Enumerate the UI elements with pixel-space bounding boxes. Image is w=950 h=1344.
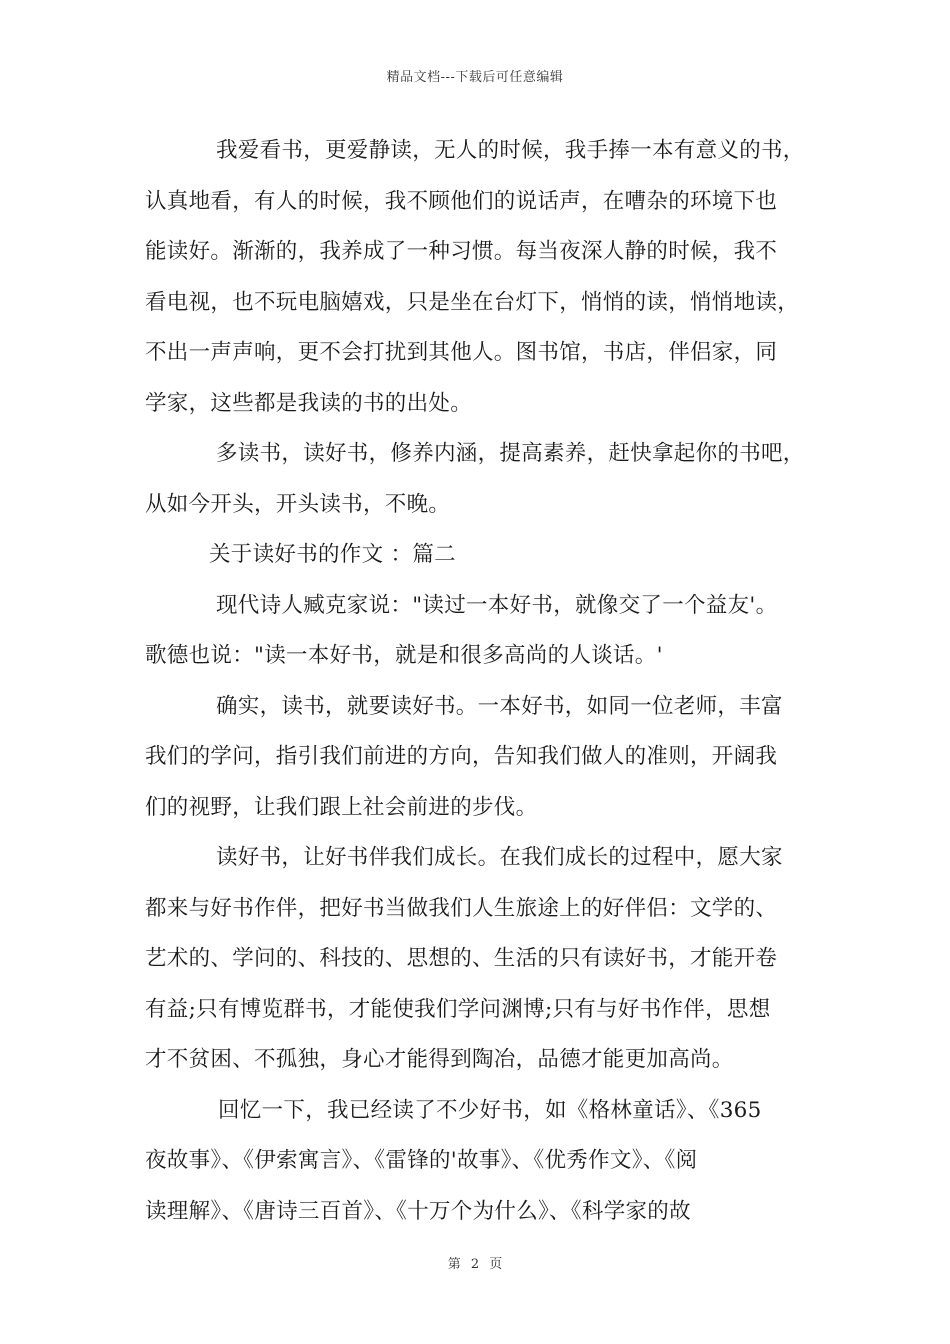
- text-line: 都来与好书作伴，把好书当做我们人生旅途上的好伴侣：文学的、: [145, 895, 778, 921]
- text-line: 读理解》、《唐诗三百首》、《十万个为什么》、《科学家的故: [145, 1198, 691, 1224]
- text-line: 学家，这些都是我读的书的出处。: [145, 390, 473, 416]
- text-line: 回忆一下，我已经读了不少好书，如《格林童话》、《365: [218, 1097, 762, 1123]
- page-footer: [0, 1253, 950, 1272]
- text-line: 能读好。渐渐的，我养成了一种习惯。每当夜深人静的时候，我不: [145, 239, 778, 264]
- text-line: 确实，读书，就要读好书。一本好书，如同一位老师，丰富: [216, 693, 783, 719]
- section-title: 关于读好书的作文 ：篇二: [209, 542, 456, 567]
- page-label-prefix: 第: [447, 1257, 461, 1272]
- text-line: 有益;只有博览群书，才能使我们学问渊博;只有与好书作伴，思想: [145, 996, 771, 1022]
- text-line: 们的视野，让我们跟上社会前进的步伐。: [145, 794, 538, 820]
- text-line: 读好书，让好书伴我们成长。在我们成长的过程中，愿大家: [216, 845, 783, 870]
- text-line: 不出一声声响，更不会打扰到其他人。图书馆，书店，伴侣家，同: [145, 340, 778, 365]
- page-label-suffix: 页: [489, 1257, 503, 1272]
- text-line: 艺术的、学问的、科技的、思想的、生活的只有读好书，才能开卷: [145, 946, 778, 971]
- text-line: 夜故事》、《伊索寓言》、《雷锋的'故事》、《优秀作文》、《阅: [145, 1148, 698, 1173]
- page-number: 2: [470, 1257, 480, 1272]
- text-line: 我们的学问，指引我们前进的方向，告知我们做人的准则，开阔我: [145, 744, 778, 769]
- text-line: 才不贫困、不孤独，身心才能得到陶冶，品德才能更加高尚。: [145, 1047, 734, 1072]
- text-line: 现代诗人臧克家说："读过一本好书，就像交了一个益友'。: [216, 592, 778, 618]
- text-line: 我爱看书，更爱静读，无人的时候，我手捧一本有意义的书，: [216, 138, 805, 163]
- document-body: [145, 126, 835, 1237]
- text-line: 从如今开头，开头读书，不晚。: [145, 491, 451, 517]
- text-line: 多读书，读好书，修养内涵，提高素养，赶快拿起你的书吧，: [216, 441, 805, 466]
- text-line: 认真地看，有人的时候，我不顾他们的说话声，在嘈杂的环境下也: [145, 188, 778, 214]
- text-line: 歌德也说："读一本好书，就是和很多高尚的人谈话。': [145, 643, 663, 668]
- text-line: 看电视，也不玩电脑嬉戏，只是坐在台灯下，悄悄的读，悄悄地读，: [145, 289, 800, 315]
- page-header: 精品文档---下载后可任意编辑: [386, 70, 564, 85]
